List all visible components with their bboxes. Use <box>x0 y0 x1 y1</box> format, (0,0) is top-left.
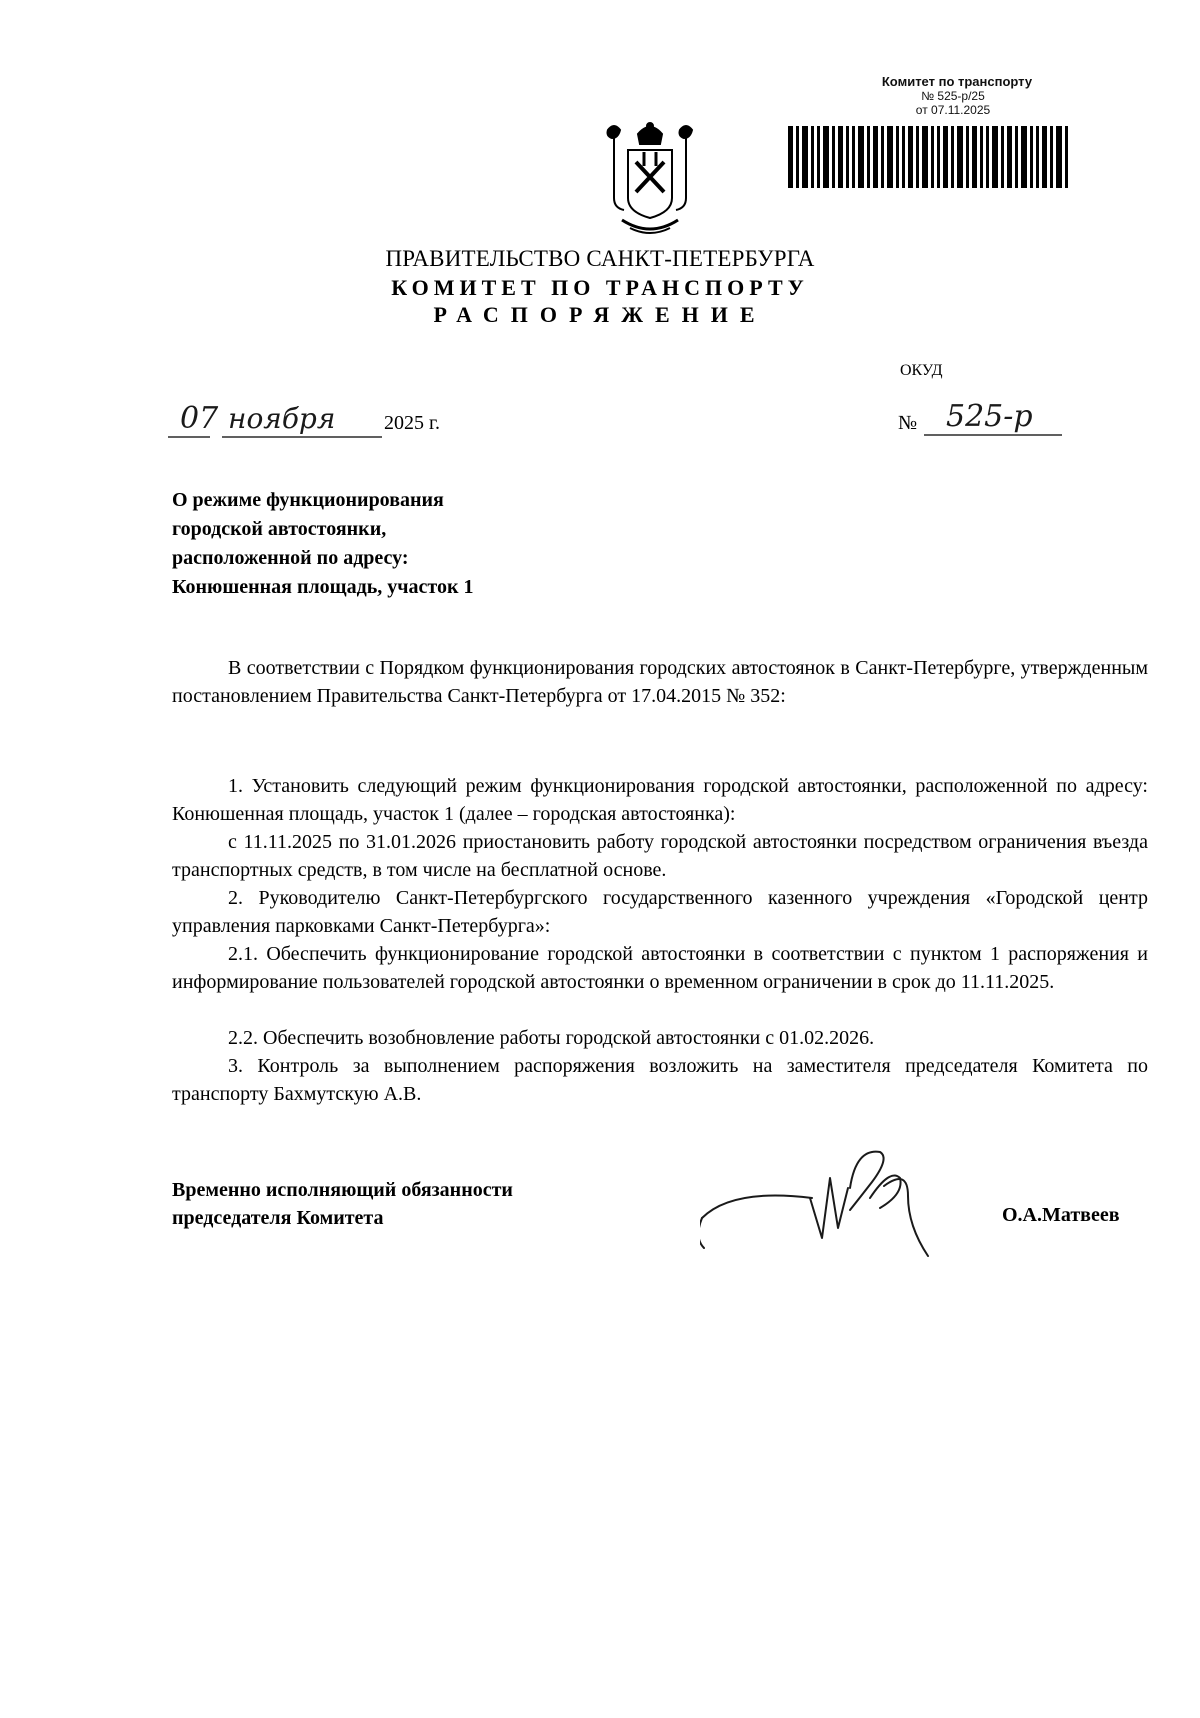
committee-title: КОМИТЕТ ПО ТРАНСПОРТУ <box>391 275 809 300</box>
registration-stamp <box>836 74 1070 117</box>
date-handwritten <box>168 392 384 442</box>
paragraph-1-sub: с 11.11.2025 по 31.01.2026 приостановить работу городской автостоянки посредством ограничения въезда транспортных средств, в том числе на бесплатной основе. <box>172 831 1148 881</box>
number-sign: № <box>898 412 918 434</box>
date-year: 2025 г. <box>384 412 440 434</box>
title-line: О режиме функционирования <box>172 489 444 511</box>
government-title: ПРАВИТЕЛЬСТВО САНКТ-ПЕТЕРБУРГА <box>385 246 815 271</box>
document-title <box>172 486 474 602</box>
paragraph-2-2: 2.2. Обеспечить возобновление работы городской автостоянки с 01.02.2026. <box>228 1027 875 1049</box>
date-day: 07 <box>180 401 219 436</box>
date-month: ноября <box>228 402 336 435</box>
stamp-date: от 07.11.2025 <box>915 103 991 117</box>
coat-of-arms-icon <box>600 120 700 242</box>
document-number-value: 525-р <box>946 399 1033 434</box>
signatory-name: О.А.Матвеев <box>1002 1204 1120 1226</box>
preamble-paragraph: В соответствии с Порядком функционирования городских автостоянок в Санкт-Петербурге, утвержденным постановлением Правительства Санкт-Петербурга от 17.04.2015 № 352: <box>172 657 1148 707</box>
title-line: городской автостоянки, <box>172 518 387 540</box>
paragraph-1: 1. Установить следующий режим функционирования городской автостоянки, расположенной по адресу: Конюшенная площадь, участок 1 (далее – городская автостоянка): <box>172 775 1148 825</box>
signatory-position-line: Временно исполняющий обязанности <box>172 1179 513 1201</box>
okud-label: ОКУД <box>900 362 943 379</box>
handwritten-signature <box>700 1148 940 1278</box>
barcode-image <box>788 126 1068 192</box>
paragraph-3: 3. Контроль за выполнением распоряжения возложить на заместителя председателя Комитета по транспорту Бахмутскую А.В. <box>172 1055 1148 1105</box>
stamp-committee: Комитет по транспорту <box>881 74 1033 89</box>
paragraph-2: 2. Руководителю Санкт-Петербургского государственного казенного учреждения «Городской центр управления парковками Санкт-Петербурга»: <box>172 887 1148 937</box>
paragraph-2-1: 2.1. Обеспечить функционирование городской автостоянки в соответствии с пунктом 1 распоряжения и информирование пользователей городской автостоянки о временном ограничении в срок до 11.11.2025. <box>172 943 1148 993</box>
title-line: Конюшенная площадь, участок 1 <box>172 576 474 598</box>
document-number <box>924 390 1064 440</box>
stamp-number: № 525-р/25 <box>921 89 985 103</box>
signatory-position-line: председателя Комитета <box>172 1207 384 1229</box>
title-line: расположенной по адресу: <box>172 547 409 569</box>
signatory-position <box>172 1176 513 1232</box>
document-type: РАСПОРЯЖЕНИЕ <box>433 302 767 327</box>
